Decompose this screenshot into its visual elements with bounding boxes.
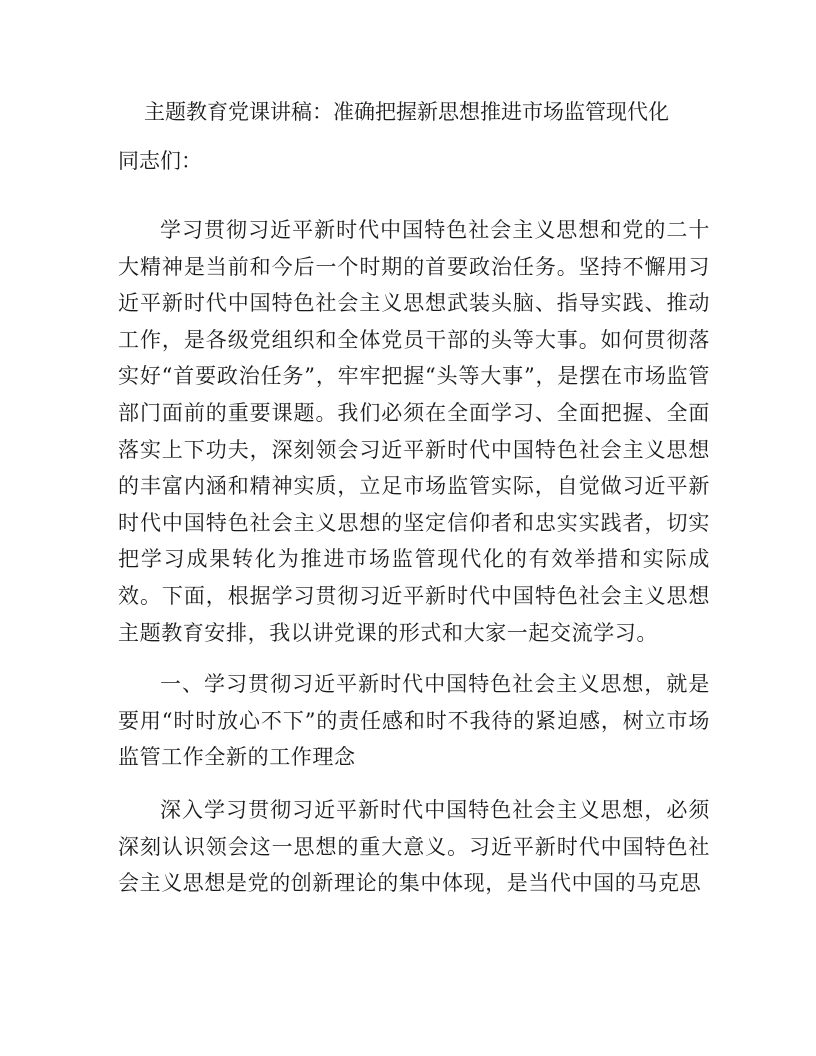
document-title: 主题教育党课讲稿：准确把握新思想推进市场监管现代化 bbox=[144, 100, 669, 124]
paragraph-section-one: 深入学习贯彻习近平新时代中国特色社会主义思想，必须深刻认识领会这一思想的重大意义。习近平新时代中国特色社会主义思想是党的创新理论的集中体现，是当代中国的马克思 bbox=[118, 797, 710, 896]
paragraph-intro: 学习贯彻习近平新时代中国特色社会主义思想和党的二十大精神是当前和今后一个时期的首要政治任务。坚持不懈用习近平新时代中国特色社会主义思想武装头脑、指导实践、推动工作，是各级党组织和全体党员干部的头等大事。如何贯彻落实好“首要政治任务”，牢牢把握“头等大事”，是摆在市场监管部门面前的重要课题。我们必须在全面学习、全面把握、全面落实上下功夫，深刻领会习近平新时代中国特色社会主义思想的丰富内涵和精神实质，立足市场监管实际，自觉做习近平新时代中国特色社会主义思想的坚定信仰者和忠实实践者，切实把学习成果转化为推进市场监管现代化的有效举措和实际成效。下面，根据学习贯彻习近平新时代中国特色社会主义思想主题教育安排，我以讲党课的形式和大家一起交流学习。 bbox=[118, 218, 710, 645]
salutation: 同志们： bbox=[118, 149, 202, 173]
document-body bbox=[118, 212, 710, 902]
section-heading-one: 一、学习贯彻习近平新时代中国特色社会主义思想，就是要用“时时放心不下”的责任感和时不我待的紧迫感，树立市场监管工作全新的工作理念 bbox=[118, 672, 710, 770]
